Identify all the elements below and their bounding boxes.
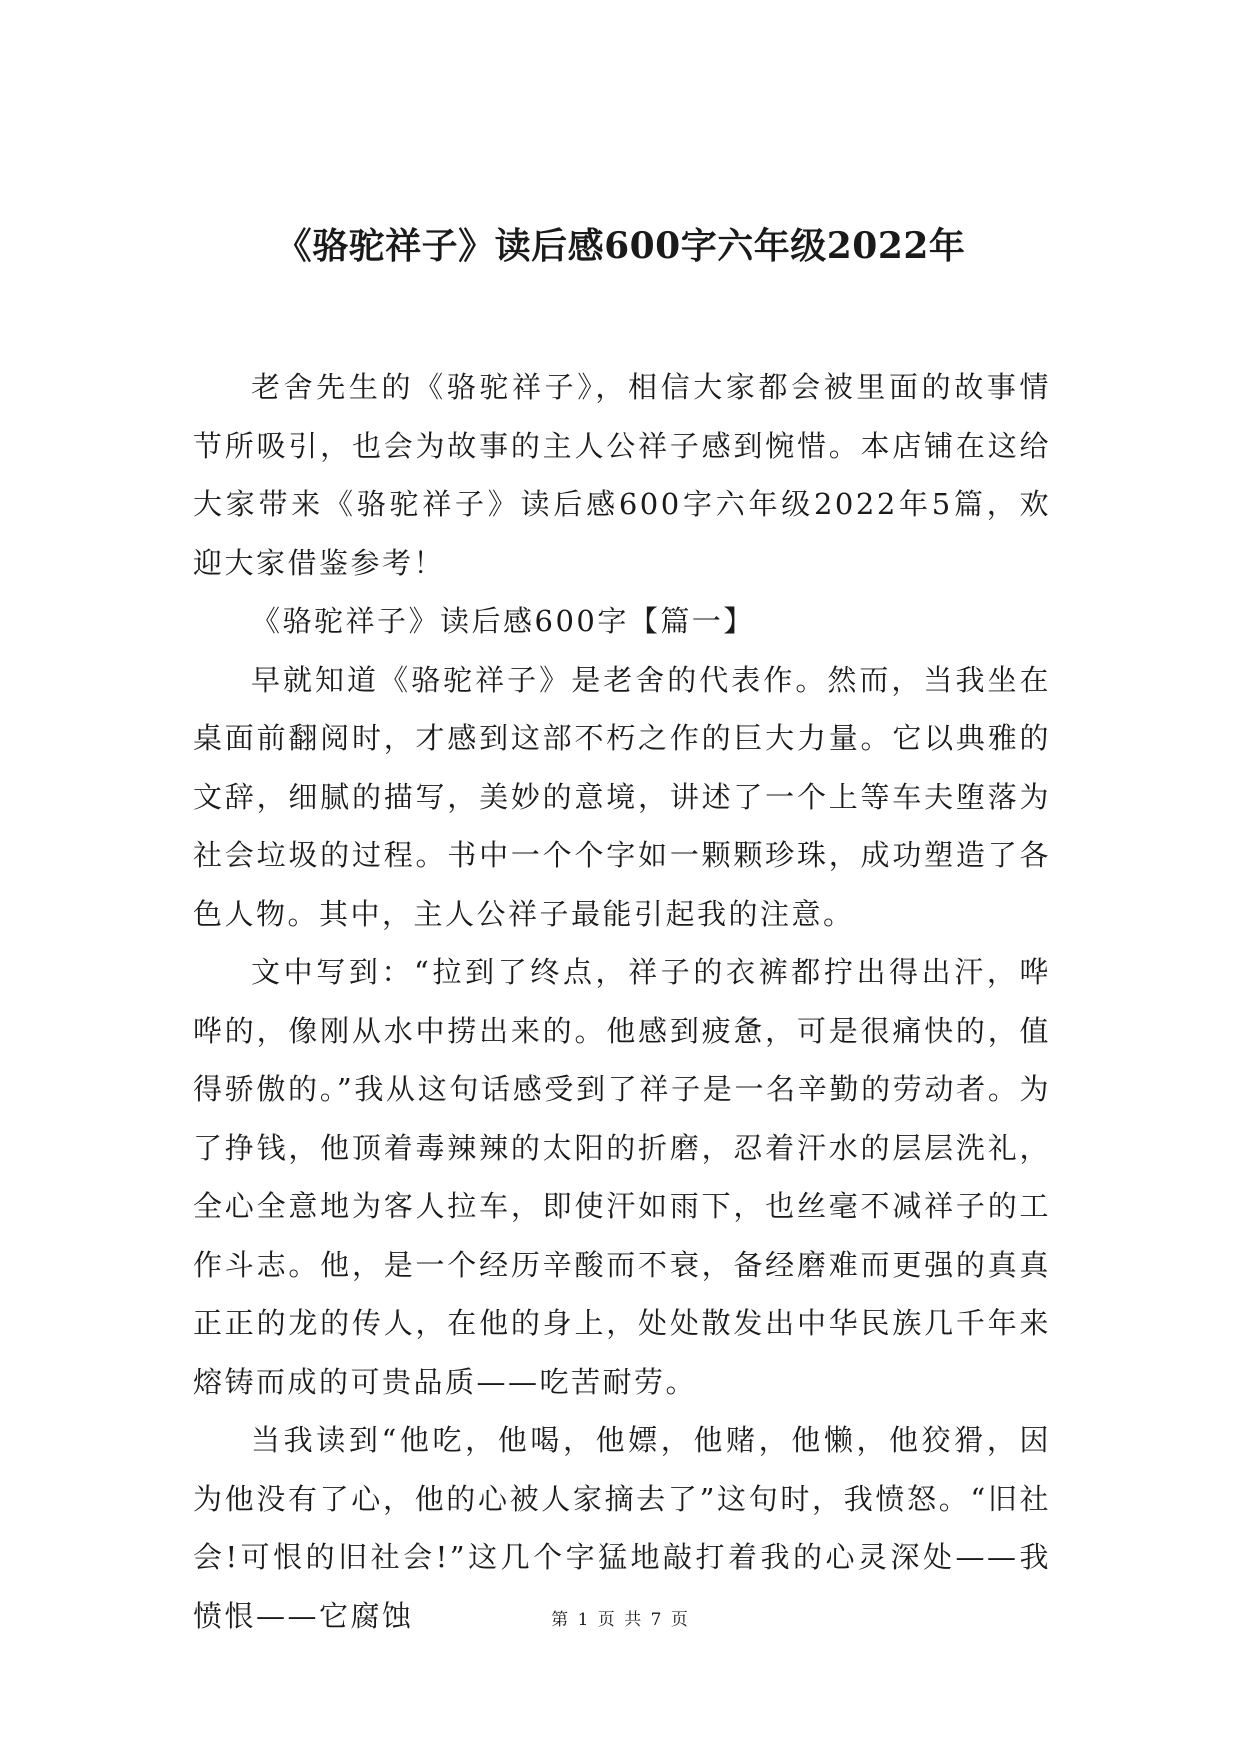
document-body xyxy=(193,358,1051,1645)
document-title: 《骆驼祥子》读后感600字六年级2022年 xyxy=(275,225,966,267)
paragraph: 文中写到：“拉到了终点，祥子的衣裤都拧出得出汗，哗哗的，像刚从水中捞出来的。他感到疲惫，可是很痛快的，值得骄傲的。”我从这句话感受到了祥子是一名辛勤的劳动者。为了挣钱，他顶着毒辣辣的太阳的折磨，忍着汗水的层层洗礼，全心全意地为客人拉车，即使汗如雨下，也丝毫不减祥子的工作斗志。他，是一个经历辛酸而不衰，备经磨难而更强的真真正正的龙的传人，在他的身上，处处散发出中华民族几千年来熔铸而成的可贵品质——吃苦耐劳。 xyxy=(193,955,1051,1399)
paragraph: 早就知道《骆驼祥子》是老舍的代表作。然而，当我坐在桌面前翻阅时，才感到这部不朽之作的巨大力量。它以典雅的文辞，细腻的描写，美妙的意境，讲述了一个上等车夫堕落为社会垃圾的过程。书中一个个字如一颗颗珍珠，成功塑造了各色人物。其中，主人公祥子最能引起我的注意。 xyxy=(193,662,1051,931)
paragraph: 当我读到“他吃，他喝，他嫖，他赌，他懒，他狡猾，因为他没有了心，他的心被人家摘去了”这句时，我愤怒。“旧社会!可恨的旧社会!”这几个字猛地敲打着我的心灵深处——我愤恨——它腐蚀 xyxy=(193,1423,1051,1633)
page-number-footer: 第 1 页 共 7 页 xyxy=(551,1610,690,1630)
paragraph-intro: 老舍先生的《骆驼祥子》，相信大家都会被里面的故事情节所吸引，也会为故事的主人公祥子感到惋惜。本店铺在这给大家带来《骆驼祥子》读后感600字六年级2022年5篇，欢迎大家借鉴参考！ xyxy=(193,370,1051,580)
section-heading: 《骆驼祥子》读后感600字【篇一】 xyxy=(251,604,755,638)
